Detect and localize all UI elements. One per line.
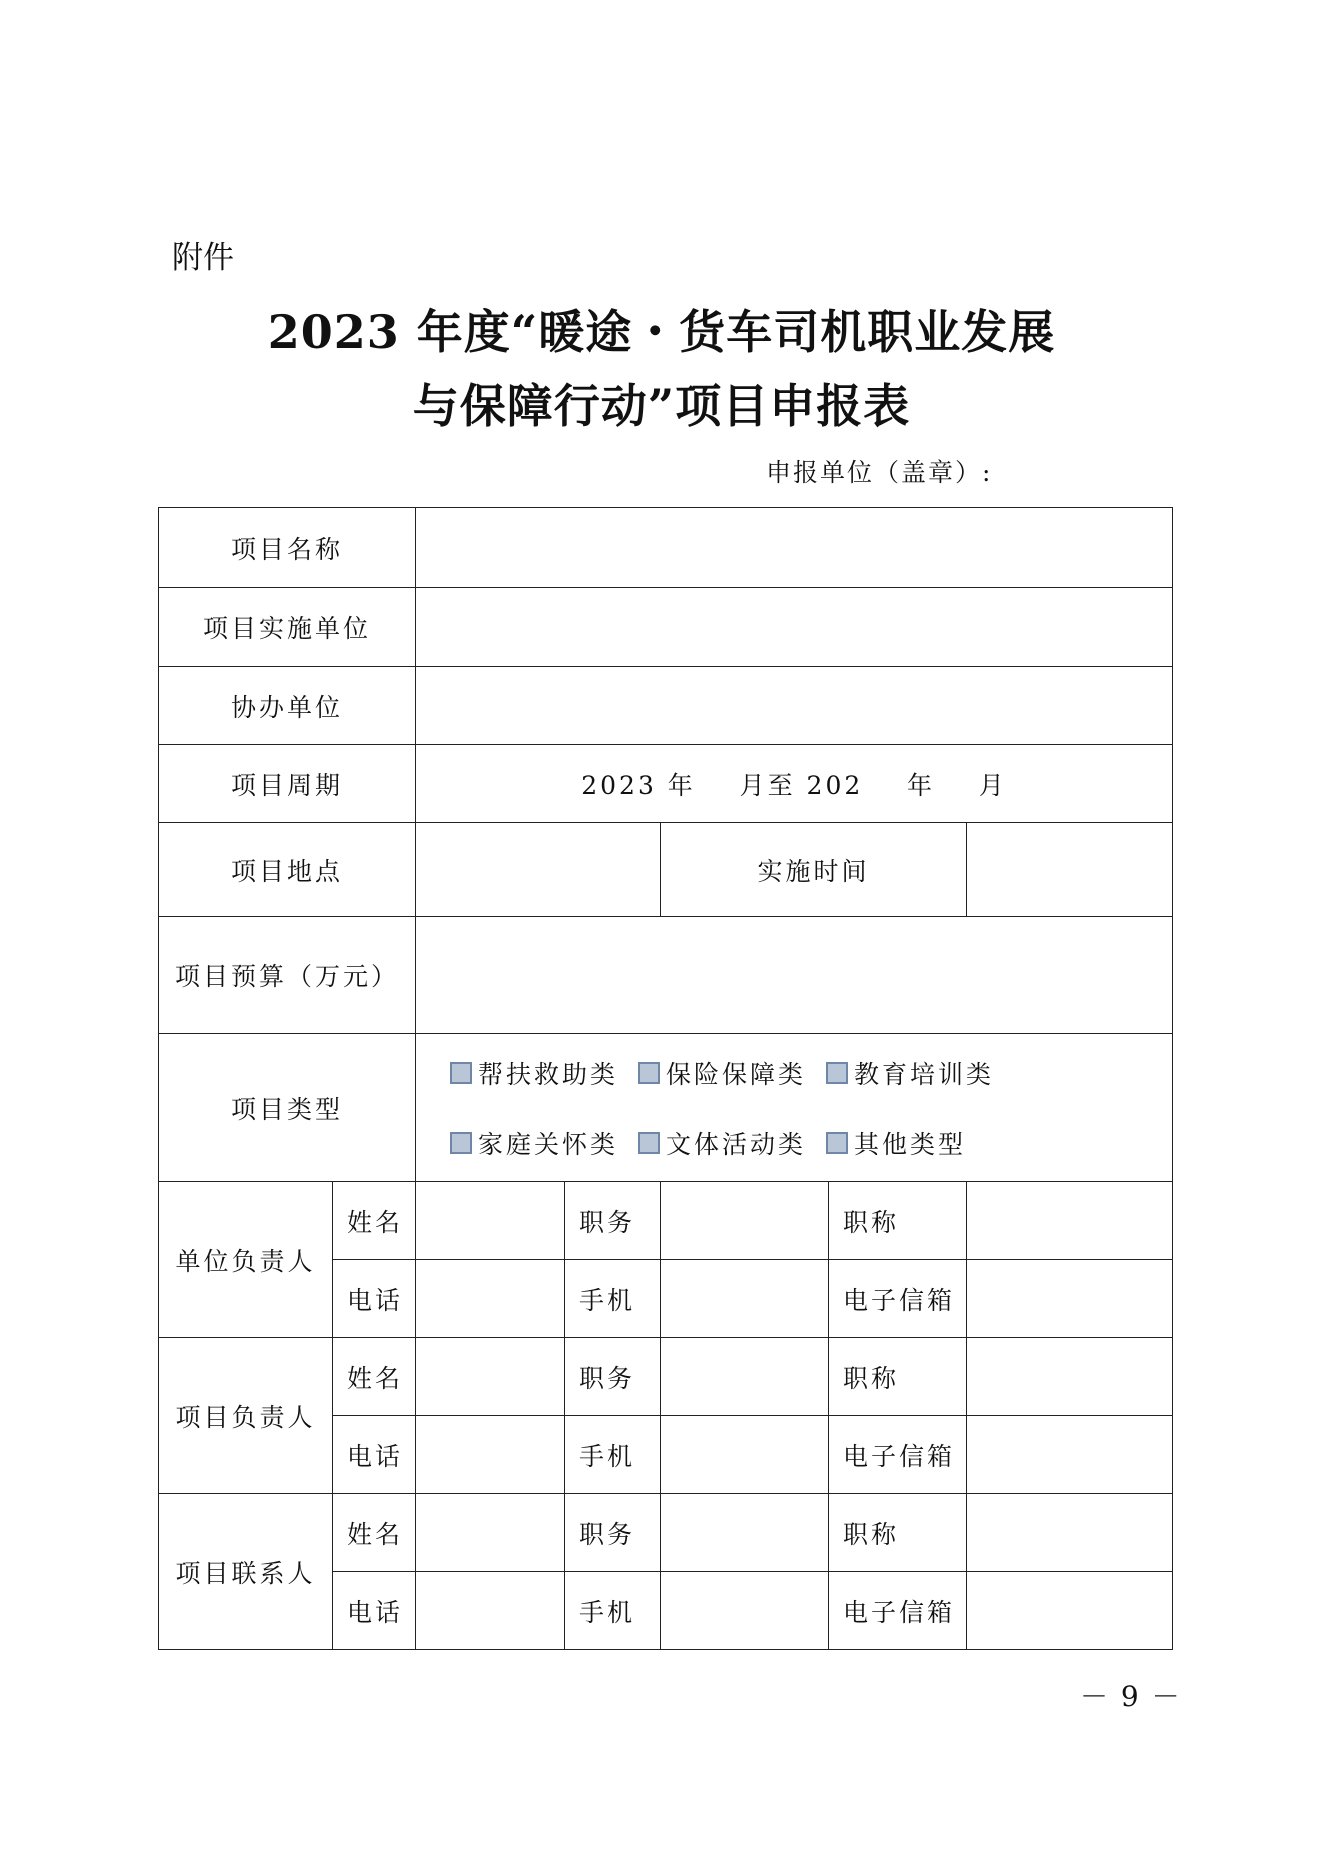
- project-budget-field[interactable]: [416, 917, 1173, 1034]
- implementing-unit-field[interactable]: [416, 588, 1173, 667]
- project-contact-email-field[interactable]: [967, 1572, 1173, 1650]
- type-option-label: 文体活动类: [666, 1129, 807, 1159]
- unit-leader-email-field[interactable]: [967, 1260, 1173, 1338]
- project-location-field[interactable]: [416, 823, 661, 917]
- project-budget-label: 项目预算（万元）: [159, 917, 416, 1034]
- project-leader-mobile-field[interactable]: [661, 1416, 829, 1494]
- mobile-label: 手机: [565, 1416, 661, 1494]
- project-leader-phone-field[interactable]: [416, 1416, 565, 1494]
- unit-leader-duty-field[interactable]: [661, 1182, 829, 1260]
- phone-label: 电话: [333, 1260, 416, 1338]
- project-name-field[interactable]: [416, 508, 1173, 588]
- type-option[interactable]: [826, 1055, 994, 1091]
- unit-leader-title-field[interactable]: [967, 1182, 1173, 1260]
- type-option-label: 其他类型: [854, 1129, 967, 1159]
- project-leader-title-field[interactable]: [967, 1338, 1173, 1416]
- form-title-line-1: 2023 年度“暖途・货车司机职业发展: [267, 305, 1056, 359]
- type-option[interactable]: [450, 1125, 618, 1161]
- phone-label: 电话: [333, 1572, 416, 1650]
- project-leader-label: 项目负责人: [159, 1338, 333, 1494]
- project-contact-title-field[interactable]: [967, 1494, 1173, 1572]
- project-contact-duty-field[interactable]: [661, 1494, 829, 1572]
- type-option[interactable]: [450, 1055, 618, 1091]
- name-label: 姓名: [333, 1494, 416, 1572]
- duty-label: 职务: [565, 1182, 661, 1260]
- mobile-label: 手机: [565, 1260, 661, 1338]
- checkbox-icon[interactable]: [450, 1132, 472, 1154]
- title-label: 职称: [829, 1338, 967, 1416]
- implementation-time-field[interactable]: [967, 823, 1173, 917]
- title-label: 职称: [829, 1494, 967, 1572]
- checkbox-icon[interactable]: [638, 1132, 660, 1154]
- type-option[interactable]: [638, 1055, 806, 1091]
- project-type-label: 项目类型: [159, 1034, 416, 1182]
- unit-leader-name-field[interactable]: [416, 1182, 565, 1260]
- co-unit-label: 协办单位: [159, 667, 416, 745]
- page-number: － 9 －: [1080, 1680, 1182, 1713]
- project-contact-mobile-field[interactable]: [661, 1572, 829, 1650]
- unit-leader-mobile-field[interactable]: [661, 1260, 829, 1338]
- project-period-field[interactable]: 2023 年 月至 202 年 月: [416, 745, 1173, 823]
- name-label: 姓名: [333, 1182, 416, 1260]
- checkbox-icon[interactable]: [450, 1062, 472, 1084]
- duty-label: 职务: [565, 1494, 661, 1572]
- name-label: 姓名: [333, 1338, 416, 1416]
- email-label: 电子信箱: [829, 1416, 967, 1494]
- form-title-line-2: 与保障行动”项目申报表: [412, 379, 911, 433]
- project-leader-email-field[interactable]: [967, 1416, 1173, 1494]
- checkbox-icon[interactable]: [826, 1132, 848, 1154]
- type-option-label: 帮扶救助类: [478, 1059, 619, 1089]
- attachment-label: 附件: [172, 240, 234, 276]
- type-option[interactable]: [826, 1125, 966, 1161]
- title-label: 职称: [829, 1182, 967, 1260]
- mobile-label: 手机: [565, 1572, 661, 1650]
- project-period-label: 项目周期: [159, 745, 416, 823]
- project-contact-label: 项目联系人: [159, 1494, 333, 1650]
- implementing-unit-label: 项目实施单位: [159, 588, 416, 667]
- project-name-label: 项目名称: [159, 508, 416, 588]
- project-contact-phone-field[interactable]: [416, 1572, 565, 1650]
- type-option-label: 保险保障类: [666, 1059, 807, 1089]
- email-label: 电子信箱: [829, 1572, 967, 1650]
- email-label: 电子信箱: [829, 1260, 967, 1338]
- implementation-time-label: 实施时间: [661, 823, 967, 917]
- project-type-options: [416, 1034, 1173, 1182]
- phone-label: 电话: [333, 1416, 416, 1494]
- co-unit-field[interactable]: [416, 667, 1173, 745]
- project-contact-name-field[interactable]: [416, 1494, 565, 1572]
- type-option[interactable]: [638, 1125, 806, 1161]
- project-leader-name-field[interactable]: [416, 1338, 565, 1416]
- checkbox-icon[interactable]: [638, 1062, 660, 1084]
- type-option-label: 家庭关怀类: [478, 1129, 619, 1159]
- type-option-label: 教育培训类: [854, 1059, 995, 1089]
- applicant-unit-label: 申报单位（盖章）:: [766, 458, 993, 487]
- checkbox-icon[interactable]: [826, 1062, 848, 1084]
- project-location-label: 项目地点: [159, 823, 416, 917]
- application-form-table: [158, 507, 1173, 1650]
- unit-leader-phone-field[interactable]: [416, 1260, 565, 1338]
- duty-label: 职务: [565, 1338, 661, 1416]
- unit-leader-label: 单位负责人: [159, 1182, 333, 1338]
- project-leader-duty-field[interactable]: [661, 1338, 829, 1416]
